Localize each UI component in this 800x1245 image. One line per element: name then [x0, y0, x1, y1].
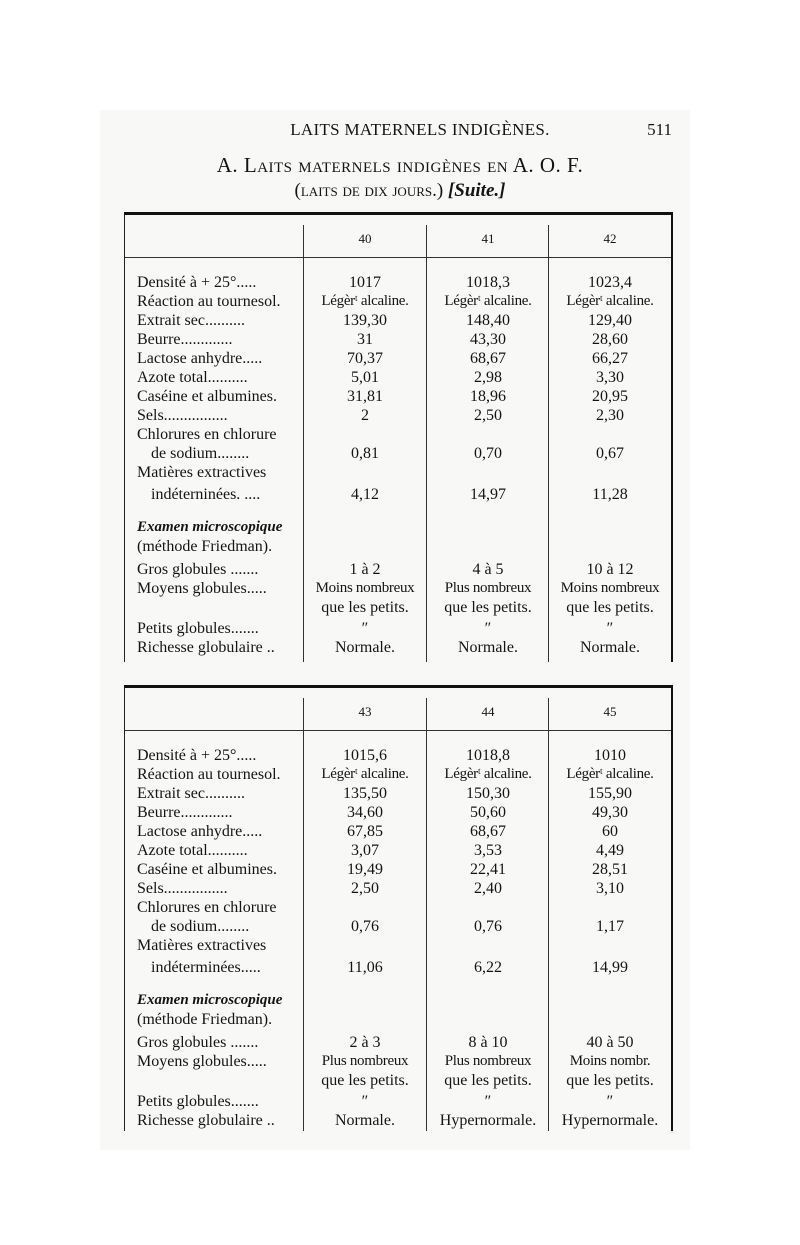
row-label: indéterninées. ....	[151, 486, 261, 503]
cell: Légèrᵗ alcaline.	[321, 766, 409, 782]
cell: 1017	[349, 274, 381, 291]
column-header: 40	[358, 231, 372, 246]
cell: 0,76	[474, 918, 502, 935]
row-label: Réaction au tournesol.	[137, 766, 281, 783]
table-row	[125, 560, 671, 579]
column-header: 44	[481, 704, 495, 719]
row-label: Lactose anhydre.....	[137, 823, 263, 840]
row-label: Caséine et albumines.	[137, 388, 277, 405]
cell: 50,60	[470, 804, 506, 821]
row-label: Chlorures en chlorure	[137, 899, 277, 916]
cell: 1,17	[596, 918, 624, 935]
table-row	[125, 822, 671, 841]
cell: Légèrᵗ alcaline.	[444, 766, 532, 782]
row-label: Petits globules.......	[137, 620, 259, 637]
cell: 19,49	[347, 861, 383, 878]
row-label: Moyens globules.....	[137, 1053, 267, 1070]
table-row	[125, 841, 671, 860]
row-label: Réaction au tournesol.	[137, 293, 281, 310]
row-label: Sels................	[137, 880, 228, 897]
cell: Légèrᵗ alcaline.	[566, 766, 654, 782]
table-row	[125, 598, 671, 617]
cell: Légèrᵗ alcaline.	[444, 293, 532, 309]
cell: 28,51	[592, 861, 628, 878]
cell: 3,53	[474, 842, 502, 859]
table-row	[125, 444, 671, 463]
cell: 4,49	[596, 842, 624, 859]
row-label: Azote total..........	[137, 842, 248, 859]
cell: 11,06	[347, 959, 383, 976]
cell: ″	[606, 1093, 614, 1110]
cell: 10 à 12	[586, 561, 634, 578]
cell: 67,85	[347, 823, 383, 840]
cell: 49,30	[592, 804, 628, 821]
section-label: Examen microscopique	[137, 519, 283, 535]
row-label: Densité à + 25°.....	[137, 274, 257, 291]
cell: 18,96	[470, 388, 506, 405]
cell: 34,60	[347, 804, 383, 821]
cell: 43,30	[470, 331, 506, 348]
cell: 150,30	[466, 785, 510, 802]
cell: ″	[484, 620, 492, 637]
cell: Moins nombreux	[315, 580, 415, 596]
cell: Normale.	[335, 639, 395, 656]
table-title: A. Laits maternels indigènes en A. O. F.	[216, 153, 584, 177]
row-label: Extrait sec..........	[137, 785, 245, 802]
cell: 0,70	[474, 445, 502, 462]
cell: 40 à 50	[586, 1034, 634, 1051]
cell: 0,81	[351, 445, 379, 462]
row-label: (méthode Friedman).	[137, 538, 273, 555]
row-label: Beurre.............	[137, 331, 233, 348]
header-rule	[125, 730, 671, 731]
cell: Hypernormale.	[561, 1112, 659, 1129]
cell: 139,30	[343, 312, 387, 329]
cell: Légèrᵗ alcaline.	[566, 293, 654, 309]
cell: que les petits.	[321, 1072, 409, 1089]
cell: 4,12	[351, 486, 379, 503]
cell: que les petits.	[321, 599, 409, 616]
table-row	[125, 784, 671, 803]
row-label: Matières extractives	[137, 464, 267, 481]
row-label: Petits globules.......	[137, 1093, 259, 1110]
cell: 2 à 3	[349, 1034, 381, 1051]
table-row	[125, 958, 671, 977]
table-row	[125, 425, 671, 444]
cell: 135,50	[343, 785, 387, 802]
row-label: indéterminées.....	[151, 959, 261, 976]
cell: 20,95	[592, 388, 628, 405]
cell: 4 à 5	[472, 561, 504, 578]
cell: 28,60	[592, 331, 628, 348]
cell: Plus nombreux	[321, 1053, 409, 1069]
cell: 14,99	[592, 959, 628, 976]
cell: 70,37	[347, 350, 383, 367]
row-label: Extrait sec..........	[137, 312, 245, 329]
cell: 2	[361, 407, 369, 424]
cell: 155,90	[588, 785, 632, 802]
cell: Plus nombreux	[444, 580, 532, 596]
cell: ″	[361, 620, 369, 637]
table-row	[125, 991, 671, 1010]
row-label: Gros globules .......	[137, 1034, 259, 1051]
table-row	[125, 485, 671, 504]
cell: 129,40	[588, 312, 632, 329]
cell: 68,67	[470, 823, 506, 840]
cell: 11,28	[592, 486, 628, 503]
cell: Moins nombreux	[560, 580, 660, 596]
cell: 66,27	[592, 350, 628, 367]
cell: ″	[361, 1093, 369, 1110]
table-row	[125, 368, 671, 387]
cell: Légèrᵗ alcaline.	[321, 293, 409, 309]
data-table-1	[124, 212, 673, 662]
cell: 2,40	[474, 880, 502, 897]
cell: 1018,3	[466, 274, 510, 291]
cell: 0,67	[596, 445, 624, 462]
table-row	[125, 879, 671, 898]
row-label: Beurre.............	[137, 804, 233, 821]
table-row	[125, 1071, 671, 1090]
column-header: 45	[603, 704, 617, 719]
row-label: Azote total..........	[137, 369, 248, 386]
cell: Hypernormale.	[439, 1112, 537, 1129]
table-row	[125, 311, 671, 330]
cell: Plus nombreux	[444, 1053, 532, 1069]
table-row	[125, 330, 671, 349]
cell: 1018,8	[466, 747, 510, 764]
table-row	[125, 638, 671, 657]
row-label: Gros globules .......	[137, 561, 259, 578]
cell: 3,30	[596, 369, 624, 386]
cell: 0,76	[351, 918, 379, 935]
table-row	[125, 1052, 671, 1071]
row-label: Caséine et albumines.	[137, 861, 277, 878]
cell: 14,97	[470, 486, 506, 503]
cell: 60	[602, 823, 618, 840]
row-label: Sels................	[137, 407, 228, 424]
cell: que les petits.	[444, 1072, 532, 1089]
table-row	[125, 746, 671, 765]
running-head: LAITS MATERNELS INDIGÈNES.	[290, 120, 550, 139]
cell: 1 à 2	[349, 561, 381, 578]
cell: 2,30	[596, 407, 624, 424]
row-label: Richesse globulaire ..	[137, 1112, 275, 1129]
table-row	[125, 387, 671, 406]
subtitle-suite: [Suite.]	[447, 180, 506, 201]
table-row	[125, 860, 671, 879]
cell: 3,07	[351, 842, 379, 859]
table-row	[125, 518, 671, 537]
cell: 3,10	[596, 880, 624, 897]
cell: 6,22	[474, 959, 502, 976]
table-row	[125, 1033, 671, 1052]
table-row	[125, 898, 671, 917]
table-row	[125, 765, 671, 784]
table-row	[125, 273, 671, 292]
row-label: Richesse globulaire ..	[137, 639, 275, 656]
cell: ″	[484, 1093, 492, 1110]
cell: 2,50	[351, 880, 379, 897]
table-row	[125, 349, 671, 368]
table-row	[125, 1010, 671, 1029]
cell: 22,41	[470, 861, 506, 878]
row-label: de sodium........	[151, 445, 250, 462]
row-label: Densité à + 25°.....	[137, 747, 257, 764]
table-row	[125, 1092, 671, 1111]
cell: 1010	[594, 747, 626, 764]
row-label: Chlorures en chlorure	[137, 426, 277, 443]
page-number: 511	[647, 120, 672, 139]
row-label: Matières extractives	[137, 937, 267, 954]
cell: 2,50	[474, 407, 502, 424]
cell: 1023,4	[588, 274, 632, 291]
cell: Normale.	[580, 639, 640, 656]
row-label: de sodium........	[151, 918, 250, 935]
header-rule	[125, 257, 671, 258]
data-table-2	[124, 685, 673, 1131]
table-row	[125, 917, 671, 936]
cell: que les petits.	[566, 1072, 654, 1089]
row-label: Lactose anhydre.....	[137, 350, 263, 367]
column-header: 43	[358, 704, 372, 719]
table-row	[125, 936, 671, 955]
cell: Normale.	[458, 639, 518, 656]
table-row	[125, 579, 671, 598]
table-row	[125, 1111, 671, 1130]
cell: 8 à 10	[468, 1034, 508, 1051]
cell: 31,81	[347, 388, 383, 405]
table-row	[125, 463, 671, 482]
table-row	[125, 537, 671, 556]
cell: que les petits.	[566, 599, 654, 616]
table-row	[125, 803, 671, 822]
table-row	[125, 292, 671, 311]
table-subtitle	[120, 180, 680, 202]
table-row	[125, 619, 671, 638]
cell: 1015,6	[343, 747, 387, 764]
cell: que les petits.	[444, 599, 532, 616]
row-label: Moyens globules.....	[137, 580, 267, 597]
cell: 5,01	[351, 369, 379, 386]
cell: ″	[606, 620, 614, 637]
table-row	[125, 406, 671, 425]
page-header	[120, 118, 680, 142]
column-header: 42	[603, 231, 617, 246]
column-header: 41	[481, 231, 495, 246]
section-label: Examen microscopique	[137, 992, 283, 1008]
cell: 2,98	[474, 369, 502, 386]
row-label: (méthode Friedman).	[137, 1011, 273, 1028]
cell: 148,40	[466, 312, 510, 329]
subtitle-text: (laits de dix jours.)	[294, 180, 448, 201]
cell: 68,67	[470, 350, 506, 367]
cell: 31	[357, 331, 373, 348]
cell: Normale.	[335, 1112, 395, 1129]
cell: Moins nombr.	[569, 1053, 651, 1069]
